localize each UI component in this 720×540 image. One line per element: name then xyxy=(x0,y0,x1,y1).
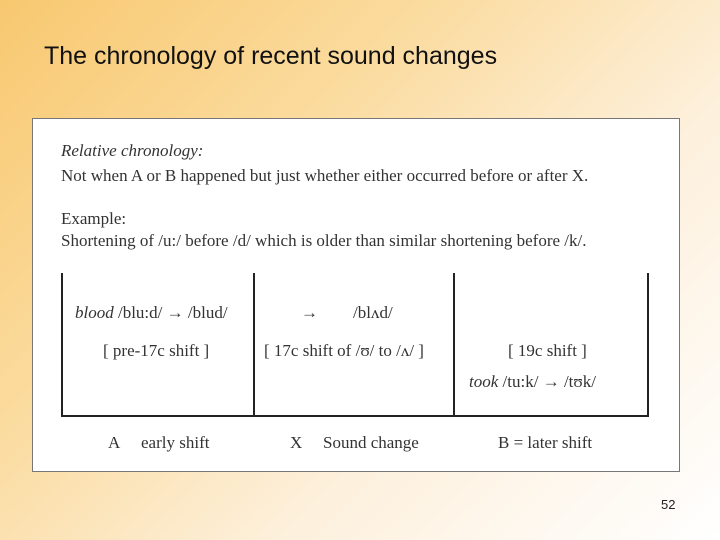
arrow-icon: → xyxy=(301,303,318,322)
label-x-text: Sound change xyxy=(323,433,419,452)
timeline-baseline xyxy=(61,415,649,417)
blood-word: blood xyxy=(75,303,114,322)
pre-17c-shift-label: [ pre-17c shift ] xyxy=(103,341,210,360)
blood-transcription xyxy=(75,303,228,323)
label-a-text: early shift xyxy=(141,433,210,452)
slide-title: The chronology of recent sound changes xyxy=(44,42,498,70)
timeline-divider-b xyxy=(453,273,455,417)
blood-form-short: /blud/ xyxy=(187,303,228,322)
blood-form-long: /blu:d/ xyxy=(117,303,163,322)
took-form-long: /tu:k/ xyxy=(502,372,539,391)
page-number: 52 xyxy=(661,497,676,512)
arrow-icon: → xyxy=(166,303,184,322)
timeline-divider-a xyxy=(253,273,255,417)
19c-shift-label: [ 19c shift ] xyxy=(508,341,587,360)
label-a-letter: A xyxy=(108,433,121,452)
example-panel xyxy=(32,118,680,472)
17c-shift-label: [ 17c shift of /ʊ/ to /ʌ/ ] xyxy=(264,341,424,360)
timeline-right-line xyxy=(647,273,649,417)
arrow-icon: → xyxy=(542,372,560,391)
label-b-text: B = later shift xyxy=(498,433,593,452)
took-transcription xyxy=(469,372,596,392)
panel-heading: Relative chronology: xyxy=(61,141,204,160)
took-word: took xyxy=(469,372,499,391)
blood-form-modern: /blʌd/ xyxy=(353,303,393,322)
definition-text: Not when A or B happened but just whether either occurred before or after X. xyxy=(61,166,589,185)
example-text: Shortening of /u:/ before /d/ which is older than similar shortening before /k/. xyxy=(61,231,587,250)
example-label: Example: xyxy=(61,209,127,228)
timeline-left-line xyxy=(61,273,63,417)
took-form-short: /tʊk/ xyxy=(563,372,596,391)
label-x-letter: X xyxy=(290,433,303,452)
